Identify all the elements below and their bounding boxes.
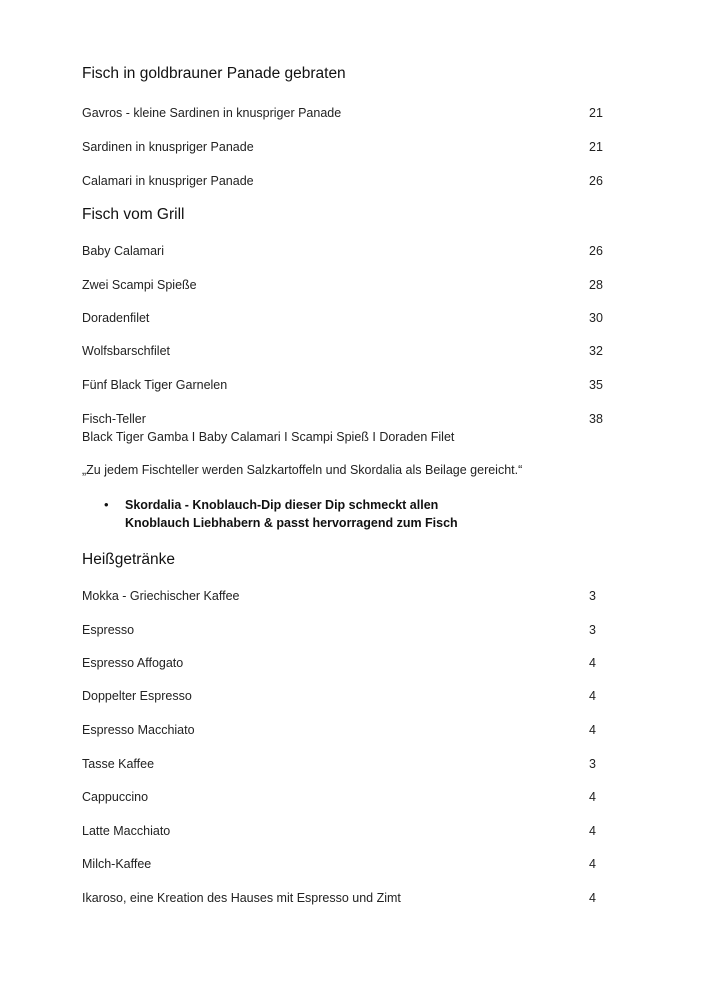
menu-item-name: Baby Calamari [82,244,164,258]
menu-item-price: 3 [589,623,596,637]
bullet-text-line-2: Knoblauch Liebhabern & passt hervorragend zum Fisch [125,516,458,530]
menu-item-price: 28 [589,278,603,292]
menu-item-price: 4 [589,656,596,670]
menu-item-name: Calamari in knuspriger Panade [82,174,254,188]
menu-item-price: 3 [589,589,596,603]
menu-item-name: Doppelter Espresso [82,689,192,703]
menu-item-price: 4 [589,723,596,737]
menu-item-name: Fünf Black Tiger Garnelen [82,378,228,392]
menu-item-price: 26 [589,174,603,188]
menu-item-name: Zwei Scampi Spieße [82,278,197,292]
menu-item-name: Wolfsbarschfilet [82,344,170,358]
menu-item-price: 21 [589,140,603,154]
menu-item-name: Fisch-Teller [82,412,146,426]
side-dish-note: „Zu jedem Fischteller werden Salzkartoffeln und Skordalia als Beilage gereicht.“ [82,463,523,477]
menu-item-price: 38 [589,412,603,426]
menu-item-price: 4 [589,790,596,804]
menu-item-price: 21 [589,106,603,120]
menu-item-name: Espresso Affogato [82,656,184,670]
section-title-grilled-fish: Fisch vom Grill [82,206,185,223]
menu-item-price: 30 [589,311,603,325]
menu-item-name: Espresso Macchiato [82,723,195,737]
menu-item-name: Sardinen in knuspriger Panade [82,140,254,154]
menu-item-name: Tasse Kaffee [82,757,155,771]
menu-item-price: 4 [589,689,596,703]
section-title-hot-drinks: Heißgetränke [82,551,176,568]
bullet-text-line-1: Skordalia - Knoblauch-Dip dieser Dip schmeckt allen [125,498,439,512]
menu-item-name: Gavros - kleine Sardinen in knuspriger Panade [82,106,342,120]
menu-item-description: Black Tiger Gamba I Baby Calamari I Scampi Spieß I Doraden Filet [82,430,455,444]
menu-item-name: Mokka - Griechischer Kaffee [82,589,240,603]
menu-item-name: Doradenfilet [82,311,150,325]
menu-item-price: 35 [589,378,603,392]
menu-item-name: Cappuccino [82,790,149,804]
section-title-fried-fish: Fisch in goldbrauner Panade gebraten [82,65,346,82]
menu-item-price: 26 [589,244,603,258]
menu-item-name: Milch-Kaffee [82,857,152,871]
menu-item-price: 4 [589,891,596,905]
bullet-marker: • [104,497,109,512]
menu-item-price: 32 [589,344,603,358]
menu-item-price: 3 [589,757,596,771]
menu-item-name: Latte Macchiato [82,824,171,838]
menu-item-price: 4 [589,857,596,871]
menu-item-name: Espresso [82,623,135,637]
menu-item-name: Ikaroso, eine Kreation des Hauses mit Espresso und Zimt [82,891,401,905]
menu-item-price: 4 [589,824,596,838]
